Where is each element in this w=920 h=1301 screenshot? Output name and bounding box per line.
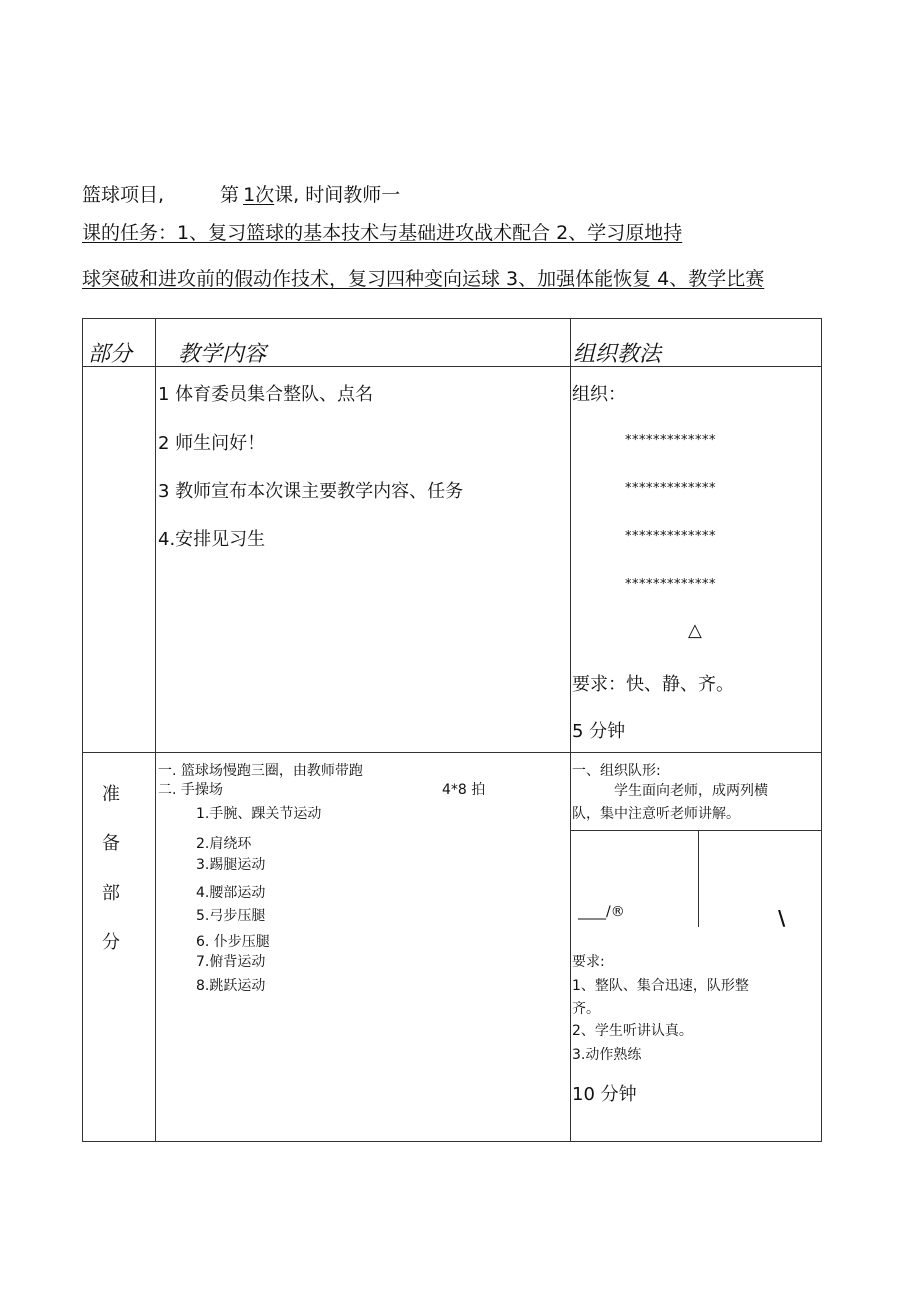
exercise-item: 5.弓步压腿 bbox=[196, 908, 266, 924]
header-time-teacher: 课, 时间教师一 bbox=[274, 184, 401, 206]
exercise-item: 7.俯背运动 bbox=[196, 954, 266, 970]
row1-org-label: 组织： bbox=[572, 384, 626, 405]
row1-content-item: 1 体育委员集合整队、点名 bbox=[158, 384, 374, 405]
formation-row: ************* bbox=[625, 481, 716, 496]
table-divider-row1 bbox=[82, 752, 822, 753]
table-divider-col1 bbox=[155, 318, 156, 1142]
exercise-item: 3.踢腿运动 bbox=[196, 857, 266, 873]
diagram-top-border bbox=[570, 830, 822, 831]
lesson-task-line-2: 球突破和进攻前的假动作技术，复习四种变向运球 3、加强体能恢复 4、教学比赛 bbox=[82, 268, 765, 290]
part-char: 分 bbox=[102, 932, 120, 953]
part-char: 准 bbox=[102, 784, 120, 805]
formation-row: ************* bbox=[625, 433, 716, 448]
row1-time: 5 分钟 bbox=[572, 721, 626, 742]
header-lesson-number: 1 bbox=[243, 184, 256, 206]
header-cell-part: 部分 bbox=[88, 342, 133, 367]
row2-req-1: 1、整队、集合迅速，队形整 bbox=[572, 978, 749, 994]
warmup-beats: 4*8 拍 bbox=[442, 782, 486, 798]
row1-content-item: 2 师生问好！ bbox=[158, 433, 266, 454]
exercise-item: 2.肩绕环 bbox=[196, 836, 252, 852]
exercise-item: 1.手腕、踝关节运动 bbox=[196, 806, 322, 822]
row2-time: 10 分钟 bbox=[572, 1084, 637, 1105]
header-lesson-prefix: 第 bbox=[220, 184, 240, 206]
row2-req-3: 3.动作熟练 bbox=[572, 1047, 642, 1063]
row2-org-desc-2: 队，集中注意听老师讲解。 bbox=[572, 806, 740, 822]
exercise-item: 6. 仆步压腿 bbox=[196, 934, 270, 950]
teacher-triangle-icon: △ bbox=[688, 620, 702, 641]
exercise-item: 8.跳跃运动 bbox=[196, 978, 266, 994]
row1-requirement: 要求：快、静、齐。 bbox=[572, 674, 734, 695]
row2-req-title: 要求: bbox=[572, 954, 605, 970]
table-divider-col2 bbox=[570, 318, 571, 1142]
lesson-task-line-1: 课的任务：1、复习篮球的基本技术与基础进攻战术配合 2、学习原地持 bbox=[82, 222, 683, 244]
header-line-1 bbox=[82, 180, 400, 207]
header-project: 篮球项目, bbox=[82, 184, 165, 206]
formation-row: ************* bbox=[625, 529, 716, 544]
header-cell-method: 组织教法 bbox=[573, 342, 662, 367]
diagram-label: ____/® bbox=[578, 904, 625, 920]
formation-row: ************* bbox=[625, 577, 716, 592]
header-lesson-word: 次 bbox=[255, 184, 275, 206]
part-char: 部 bbox=[102, 883, 120, 904]
diagram-center-line bbox=[698, 830, 699, 927]
row1-content-item: 3 教师宣布本次课主要教学内容、任务 bbox=[158, 481, 464, 502]
warmup-jog: 一. 篮球场慢跑三圈，由教师带跑 bbox=[158, 763, 363, 779]
diagram-slash: \ bbox=[778, 906, 786, 930]
header-cell-content: 教学内容 bbox=[178, 342, 267, 367]
row2-req-1-cont: 齐。 bbox=[572, 1001, 600, 1017]
exercise-item: 4.腰部运动 bbox=[196, 885, 266, 901]
row2-req-2: 2、学生听讲认真。 bbox=[572, 1023, 693, 1039]
row2-org-desc-1: 学生面向老师，成两列横 bbox=[614, 783, 768, 799]
row1-content-item: 4.安排见习生 bbox=[158, 529, 266, 550]
part-char: 备 bbox=[102, 833, 120, 854]
warmup-exercise-title: 二. 手操场 bbox=[158, 782, 223, 798]
row2-org-title: 一、组织队形: bbox=[572, 763, 661, 779]
